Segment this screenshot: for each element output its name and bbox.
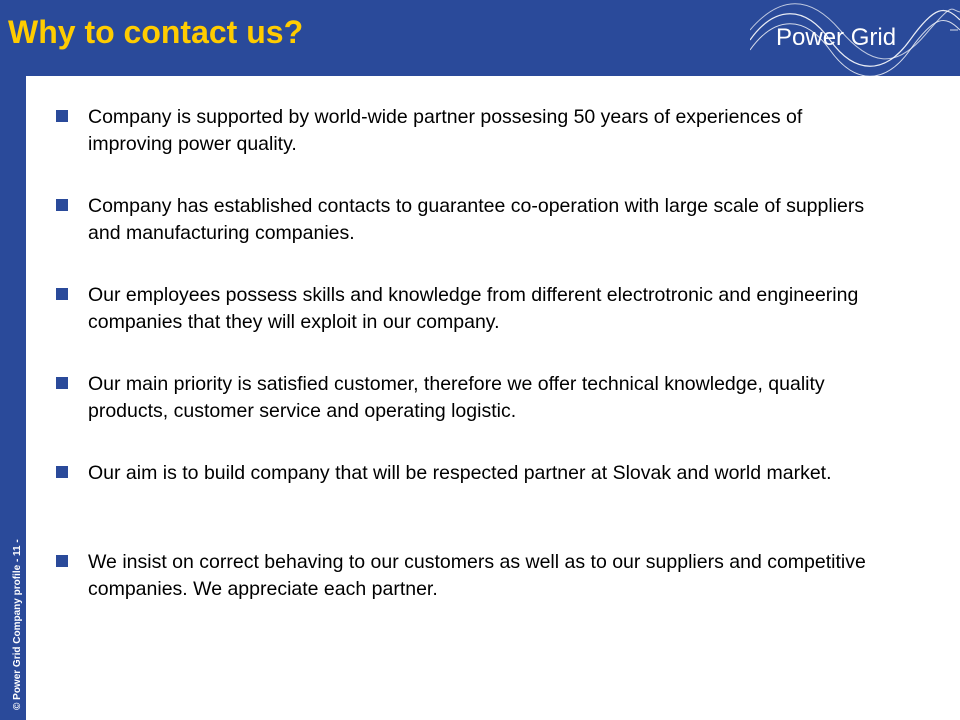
square-bullet-icon bbox=[56, 199, 68, 211]
bullet-item bbox=[56, 104, 886, 162]
square-bullet-icon bbox=[56, 288, 68, 300]
bullet-item bbox=[56, 460, 886, 518]
brand-name: Power Grid bbox=[776, 24, 897, 51]
bullet-item bbox=[56, 193, 886, 251]
square-bullet-icon bbox=[56, 466, 68, 478]
square-bullet-icon bbox=[56, 555, 68, 567]
bullet-item bbox=[56, 371, 886, 429]
bullet-text: Our aim is to build company that will be respected partner at Slovak and world market. bbox=[88, 462, 832, 484]
square-bullet-icon bbox=[56, 377, 68, 389]
bullet-item bbox=[56, 549, 886, 607]
footer-copyright: © Power Grid Company profile - 11 - bbox=[12, 539, 23, 710]
bullet-list bbox=[56, 104, 886, 638]
bullet-text: We insist on correct behaving to our customers as well as to our suppliers and competitive companies. We appreciate each partner. bbox=[88, 551, 866, 600]
bullet-text: Company is supported by world-wide partner possesing 50 years of experiences of improving power quality. bbox=[88, 106, 803, 155]
slide-title: Why to contact us? bbox=[8, 14, 304, 50]
bullet-text: Company has established contacts to guarantee co-operation with large scale of suppliers and manufacturing companies. bbox=[88, 195, 865, 244]
bullet-text: Our main priority is satisfied customer, therefore we offer technical knowledge, quality products, customer service and operating logistic. bbox=[88, 373, 825, 422]
bullet-text: Our employees possess skills and knowledge from different electrotronic and engineering companies that they will exploit in our company. bbox=[88, 284, 859, 333]
square-bullet-icon bbox=[56, 110, 68, 122]
bullet-item bbox=[56, 282, 886, 340]
